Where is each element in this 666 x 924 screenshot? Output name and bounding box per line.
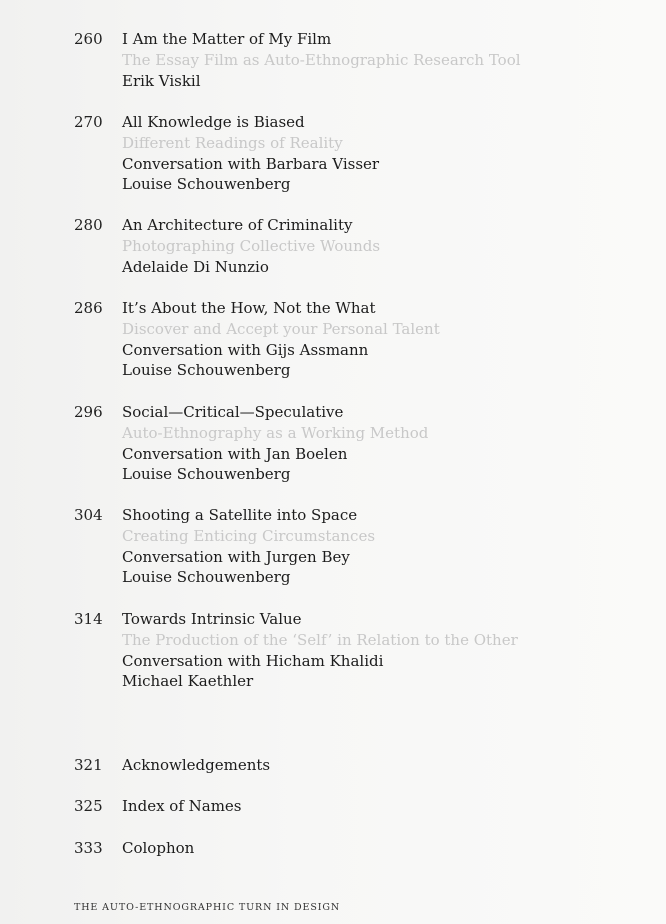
toc-subtitle: Photographing Collective Wounds (122, 236, 381, 255)
toc-author: Adelaide Di Nunzio (122, 257, 269, 276)
toc-author: Louise Schouwenberg (122, 361, 291, 380)
toc-page-number: 325 (74, 797, 103, 815)
toc-conversation: Conversation with Jurgen Bey (122, 547, 350, 566)
toc-page-number: 333 (74, 839, 103, 857)
toc-author: Michael Kaethler (122, 672, 254, 691)
toc-page-number: 286 (74, 299, 103, 317)
toc-title: I Am the Matter of My Film (122, 30, 332, 48)
toc-title: Towards Intrinsic Value (122, 610, 302, 628)
toc-author: Louise Schouwenberg (122, 568, 291, 587)
toc-author: Louise Schouwenberg (122, 175, 291, 194)
toc-page-number: 321 (74, 756, 103, 774)
toc-title: Shooting a Satellite into Space (122, 506, 358, 524)
toc-subtitle: Creating Enticing Circumstances (122, 526, 376, 545)
toc-title: It’s About the How, Not the What (122, 299, 376, 317)
toc-conversation: Conversation with Hicham Khalidi (122, 651, 384, 670)
toc-subtitle: Different Readings of Reality (122, 133, 343, 152)
toc-conversation: Conversation with Barbara Visser (122, 154, 380, 173)
toc-title: Index of Names (122, 797, 242, 815)
toc-title: An Architecture of Criminality (122, 216, 353, 234)
toc-author: Erik Viskil (122, 71, 201, 90)
toc-author: Louise Schouwenberg (122, 465, 291, 484)
toc-page-number: 260 (74, 30, 103, 48)
running-footer: THE AUTO-ETHNOGRAPHIC TURN IN DESIGN (74, 902, 341, 913)
toc-subtitle: Discover and Accept your Personal Talent (122, 319, 440, 338)
toc-subtitle: The Production of the ‘Self’ in Relation to the Other (122, 630, 518, 649)
toc-conversation: Conversation with Jan Boelen (122, 444, 348, 463)
toc-title: All Knowledge is Biased (122, 113, 305, 131)
toc-title: Colophon (122, 839, 195, 857)
toc-page-number: 270 (74, 113, 103, 131)
toc-conversation: Conversation with Gijs Assmann (122, 340, 369, 359)
toc-subtitle: Auto-Ethnography as a Working Method (122, 423, 429, 442)
toc-page-number: 314 (74, 610, 103, 628)
toc-title: Social—Critical—Speculative (122, 403, 344, 421)
toc-page-number: 304 (74, 506, 103, 524)
toc-page-number: 296 (74, 403, 103, 421)
toc-subtitle: The Essay Film as Auto-Ethnographic Research Tool (122, 50, 521, 69)
toc-title: Acknowledgements (122, 756, 271, 774)
toc-page-number: 280 (74, 216, 103, 234)
